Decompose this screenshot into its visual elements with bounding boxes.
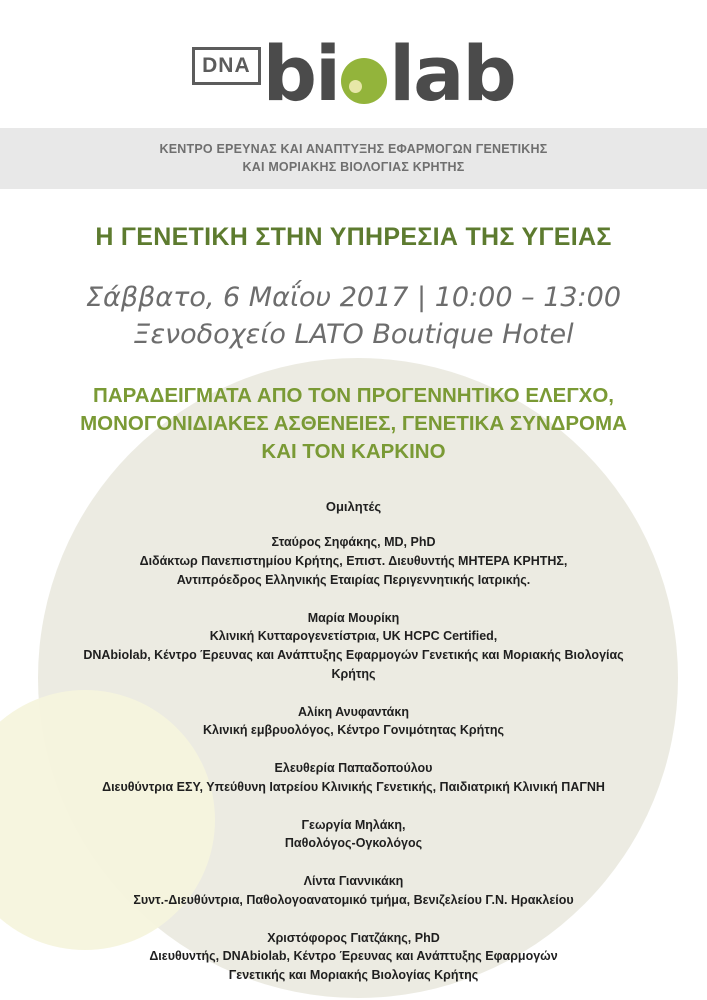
speaker-role-line: Κρήτης <box>331 666 376 681</box>
speaker-entry <box>0 609 707 684</box>
speaker-name: Σταύρος Σηφάκης, MD, PhD <box>271 535 436 550</box>
speaker-name: Λίντα Γιαννικάκη <box>303 874 404 889</box>
speaker-entry <box>0 533 707 589</box>
speaker-entry <box>0 929 707 985</box>
speaker-role-line: Διευθυντής, DNAbiolab, Κέντρο Έρευνας και Ανάπτυξης Εφαρμογών <box>149 949 558 964</box>
organization-line-2: ΚΑΙ ΜΟΡΙΑΚΗΣ ΒΙΟΛΟΓΙΑΣ ΚΡΗΤΗΣ <box>242 160 465 175</box>
logo-header <box>0 0 707 118</box>
organization-line-1: ΚΕΝΤΡΟ ΕΡΕΥΝΑΣ ΚΑΙ ΑΝΑΠΤΥΞΗΣ ΕΦΑΡΜΟΓΩΝ ΓΕΝΕΤΙΚΗΣ <box>159 142 548 156</box>
event-subtitle-line-2: ΜΟΝΟΓΟΝΙΔΙΑΚΕΣ ΑΣΘΕΝΕΙΕΣ, ΓΕΝΕΤΙΚΑ ΣΥΝΔΡΟΜΑ <box>80 411 627 435</box>
speaker-entry <box>0 703 707 741</box>
speaker-role-line: Παθολόγος-Ογκολόγος <box>284 836 423 851</box>
speaker-name: Μαρία Μουρίκη <box>307 610 400 625</box>
event-venue: Ξενοδοχείο LATO Boutique Hotel <box>133 319 574 351</box>
speaker-entry <box>0 759 707 797</box>
speaker-role-line: Κλινική Κυτταρογενετίστρια, UK HCPC Certified, <box>209 629 498 644</box>
logo-word-lab: lab <box>389 29 515 118</box>
speaker-role-line: Αντιπρόεδρος Ελληνικής Εταιρίας Περιγεννητικής Ιατρικής. <box>176 572 531 587</box>
event-title: Η ΓΕΝΕΤΙΚΗ ΣΤΗΝ ΥΠΗΡΕΣΙΑ ΤΗΣ ΥΓΕΙΑΣ <box>95 223 612 252</box>
speaker-role-line: Διευθύντρια ΕΣΥ, Υπεύθυνη Ιατρείου Κλινικής Γενετικής, Παιδιατρική Κλινική ΠΑΓΝΗ <box>102 779 605 794</box>
speaker-role-line: Γενετικής και Μοριακής Βιολογίας Κρήτης <box>228 968 479 983</box>
speakers-heading: Ομιλητές <box>325 499 382 515</box>
event-date: Σάββατο, 6 Μαΐου 2017 | 10:00 – 13:00 <box>85 282 622 314</box>
speaker-name: Χριστόφορος Γιατζάκης, PhD <box>267 930 440 945</box>
event-subtitle-line-1: ΠΑΡΑΔΕΙΓΜΑΤΑ ΑΠΟ ΤΟΝ ΠΡΟΓΕΝΝΗΤΙΚΟ ΕΛΕΓΧΟ, <box>93 384 614 408</box>
event-subtitle <box>0 382 707 465</box>
speaker-entry <box>0 872 707 910</box>
dnabiolab-logo <box>192 29 515 118</box>
speaker-name: Αλίκη Ανυφαντάκη <box>298 704 409 719</box>
speaker-role-line: Κλινική εμβρυολόγος, Κέντρο Γονιμότητας Κρήτης <box>202 723 505 738</box>
logo-word-bi: bi <box>262 29 340 118</box>
speaker-role-line: DNAbiolab, Κέντρο Έρευνας και Ανάπτυξης Εφαρμογών Γενετικής και Μοριακής Βιολογίας <box>83 648 624 663</box>
speaker-entry <box>0 816 707 854</box>
speaker-role-line: Συντ.-Διευθύντρια, Παθολογοανατομικό τμήμα, Βενιζελείου Γ.Ν. Ηρακλείου <box>133 892 574 907</box>
speaker-name: Γεωργία Μηλάκη, <box>301 817 406 832</box>
speaker-name: Ελευθερία Παπαδοπούλου <box>274 761 433 776</box>
event-subtitle-line-3: ΚΑΙ ΤΟΝ ΚΑΡΚΙΝΟ <box>261 439 446 463</box>
organization-band <box>0 128 707 189</box>
green-circle-dot-icon <box>341 58 387 104</box>
speaker-role-line: Διδάκτωρ Πανεπιστημίου Κρήτης, Επιστ. Διευθυντής ΜΗΤΕΡΑ ΚΡΗΤΗΣ, <box>139 554 568 569</box>
logo-dna-badge: DNA <box>192 47 261 85</box>
